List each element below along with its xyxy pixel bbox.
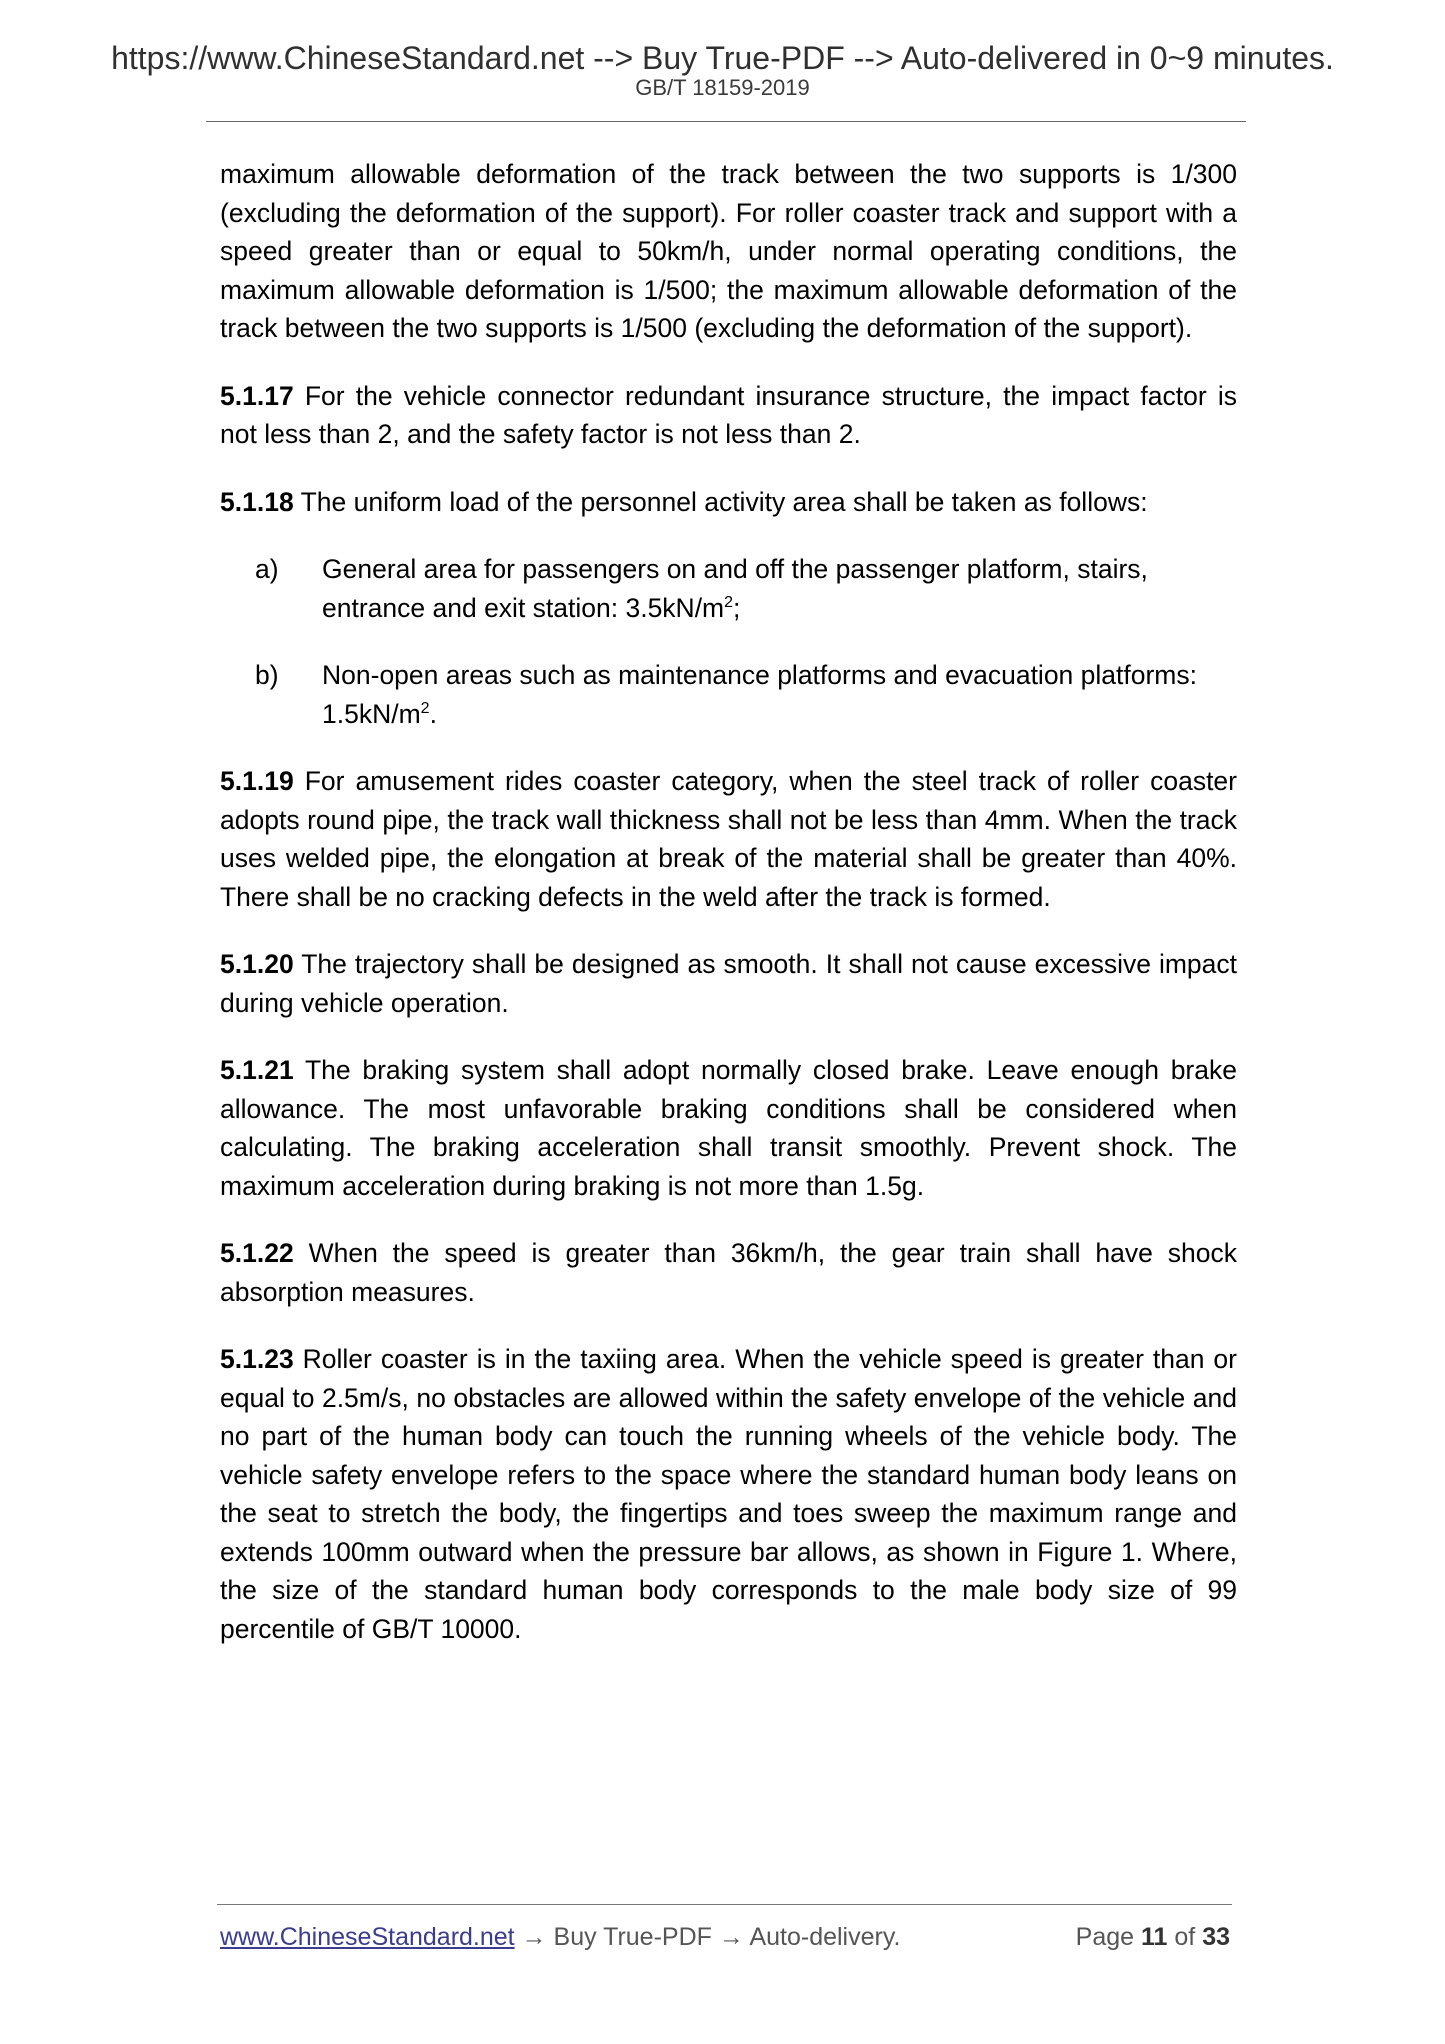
footer-delivery-text: Auto-delivery.: [749, 1923, 901, 1951]
intro-paragraph: maximum allowable deformation of the track between the two supports is 1/300 (excluding the deformation of the support). For roller coaster track and support with a speed greater than or equal to 50km/h, under normal operating conditions, the maximum allowable deformation is 1/500; the maximum allowable deformation of the track between the two supports is 1/500 (excluding the deformation of the support).: [220, 159, 1237, 343]
clause-number: 5.1.21: [220, 1055, 294, 1085]
clause-text: The uniform load of the personnel activity area shall be taken as follows:: [300, 486, 1148, 517]
clause-5-1-19: [220, 762, 1237, 916]
clause-number: 5.1.18: [220, 486, 294, 517]
footer-divider: [217, 1904, 1232, 1905]
list-item-label: a): [255, 554, 279, 584]
clause-text: The braking system shall adopt normally closed brake. Leave enough brake allowance. The most unfavorable braking conditions shall be considered when calculating. The braking acceleration shall transit smoothly. Prevent shock. The maximum acceleration during braking is not more than 1.5g.: [220, 1055, 1237, 1201]
header-url-line: https://www.ChineseStandard.net --> Buy True-PDF --> Auto-delivered in 0~9 minutes.: [111, 40, 1334, 76]
page-footer: [220, 1922, 1230, 1952]
list-item-text: General area for passengers on and off the passenger platform, stairs, entrance and exit station: 3.5kN/m: [322, 554, 1148, 623]
page-number: 11: [1140, 1923, 1168, 1951]
clause-text: The trajectory shall be designed as smooth. It shall not cause excessive impact during vehicle operation.: [220, 949, 1238, 1018]
clause-5-1-17: [220, 377, 1237, 454]
arrow-right-icon: →: [718, 1923, 744, 1951]
clause-number: 5.1.20: [220, 949, 294, 979]
clause-number: 5.1.19: [220, 766, 294, 796]
list-item-tail: .: [429, 698, 437, 729]
clause-text: When the speed is greater than 36km/h, the gear train shall have shock absorption measures.: [220, 1238, 1237, 1307]
list-item-label: b): [255, 660, 279, 690]
arrow-right-icon: →: [521, 1923, 547, 1951]
list-item-b: [255, 656, 1237, 733]
clause-text: Roller coaster is in the taxiing area. When the vehicle speed is greater than or equal to 2.5m/s, no obstacles are allowed within the safety envelope of the vehicle and no part of the human body can touch the running wheels of the vehicle body. The vehicle safety envelope refers to the space where the standard human body leans on the seat to stretch the body, the fingertips and toes sweep the maximum range and extends 100mm outward when the pressure bar allows, as shown in Figure 1. Where, the size of the standard human body corresponds to the male body size of 99 percentile of GB/T 10000.: [220, 1344, 1237, 1644]
document-body: [220, 155, 1237, 1677]
clause-5-1-23: [220, 1340, 1237, 1648]
standard-number: GB/T 18159-2019: [635, 75, 810, 100]
clause-number: 5.1.23: [220, 1344, 294, 1374]
footer-buy-text: Buy True-PDF: [553, 1923, 712, 1951]
footer-site-link[interactable]: www.ChineseStandard.net: [220, 1923, 515, 1951]
list-item-a: [255, 550, 1237, 627]
of-word: of: [1174, 1923, 1196, 1951]
header-divider: [206, 121, 1246, 122]
clause-5-1-21: [220, 1051, 1237, 1205]
page-total: 33: [1202, 1923, 1230, 1951]
list-item-text: Non-open areas such as maintenance platforms and evacuation platforms: 1.5kN/m: [322, 660, 1197, 729]
clause-text: For the vehicle connector redundant insurance structure, the impact factor is not less than 2, and the safety factor is not less than 2.: [220, 380, 1237, 449]
page-word: Page: [1075, 1923, 1135, 1951]
clause-number: 5.1.22: [220, 1238, 294, 1268]
clause-5-1-18: [220, 483, 1237, 522]
clause-5-1-22: [220, 1234, 1237, 1311]
superscript: 2: [724, 593, 734, 611]
clause-5-1-20: [220, 945, 1237, 1022]
superscript: 2: [420, 699, 430, 717]
list-item-tail: ;: [733, 592, 741, 623]
page-indicator: [1076, 1922, 1230, 1952]
clause-text: For amusement rides coaster category, when the steel track of roller coaster adopts round pipe, the track wall thickness shall not be less than 4mm. When the track uses welded pipe, the elongation at break of the material shall be greater than 40%. There shall be no cracking defects in the weld after the track is formed.: [220, 766, 1237, 912]
clause-number: 5.1.17: [220, 380, 294, 411]
